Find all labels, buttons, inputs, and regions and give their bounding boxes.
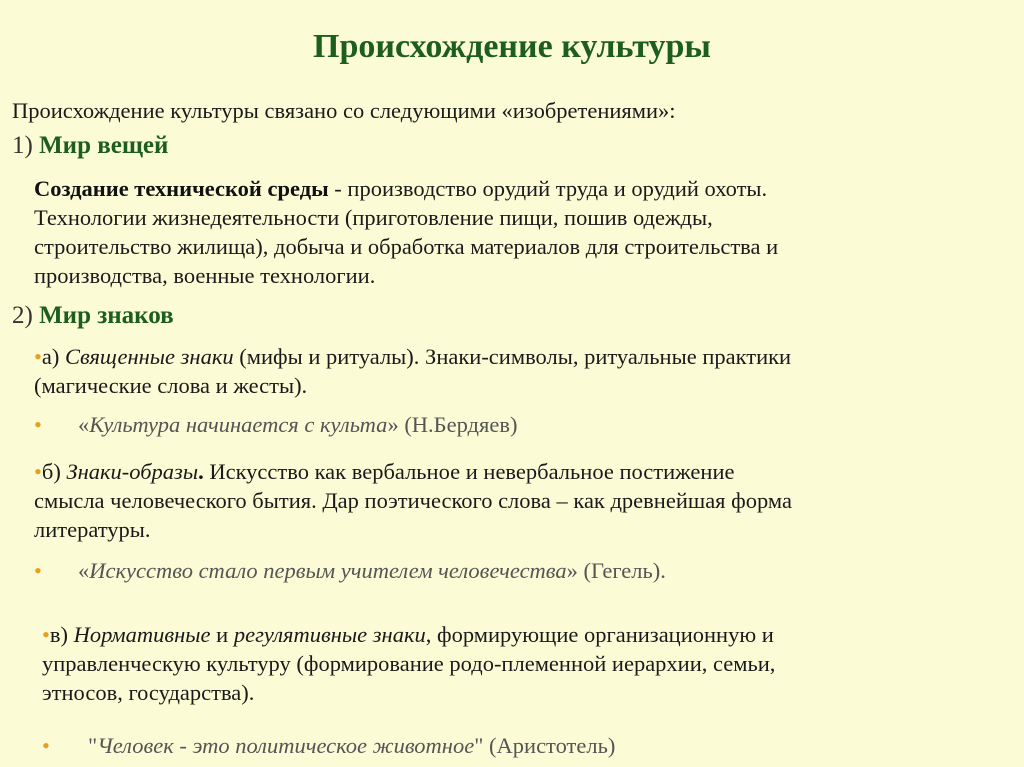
- item-c-paragraph: [42, 620, 775, 707]
- italic-term: Священные знаки: [65, 344, 234, 369]
- bullet-icon: •: [34, 558, 42, 583]
- italic-term: Знаки-образы: [66, 459, 199, 484]
- quote-text: [88, 733, 615, 759]
- section-2-label: Мир знаков: [39, 302, 174, 329]
- paragraph-line: [34, 342, 791, 371]
- slide-title: Происхождение культуры: [313, 28, 711, 65]
- section-1-label: Мир вещей: [39, 132, 169, 159]
- text-span: Искусство как вербальное и невербальное постижение: [203, 459, 735, 484]
- quote-italic: Культура начинается с культа: [89, 412, 388, 437]
- paragraph-line: смысла человеческого бытия. Дар поэтического слова – как древнейшая форма: [34, 488, 792, 513]
- text-span: , формирующие организационную и: [425, 622, 774, 647]
- italic-term: регулятивные знаки: [233, 622, 426, 647]
- section-2-heading: [12, 302, 174, 330]
- quote-italic: Человек - это политическое животное: [97, 733, 475, 758]
- text-span: - производство орудий труда и орудий охоты.: [328, 176, 768, 201]
- bold-term: Создание технической среды: [34, 176, 329, 201]
- text-span: «: [78, 412, 90, 437]
- bullet-icon: •: [34, 459, 42, 484]
- text-span: в): [49, 622, 74, 647]
- quote-author: (Н.Бердяев): [398, 412, 518, 437]
- text-span: ": [88, 733, 98, 758]
- paragraph-line: этносов, государства).: [42, 680, 255, 705]
- paragraph-line: (магические слова и жесты).: [34, 373, 308, 398]
- quote-text: [78, 412, 517, 438]
- text-span: а): [41, 344, 65, 369]
- paragraph-line: Технологии жизнедеятельности (приготовление пищи, пошив одежды,: [34, 205, 713, 230]
- text-span: «: [78, 558, 90, 583]
- section-1-paragraph: [34, 174, 778, 290]
- quote-italic: Искусство стало первым учителем человечества: [89, 558, 567, 583]
- paragraph-line: управленческую культуру (формирование родо-племенной иерархии, семьи,: [42, 651, 776, 676]
- quote-author: (Аристотель): [483, 733, 616, 758]
- text-span: .: [198, 459, 204, 484]
- item-a-paragraph: [34, 342, 791, 400]
- item-b-paragraph: [34, 457, 792, 544]
- paragraph-line: строительство жилища), добыча и обработка материалов для строительства и: [34, 234, 779, 259]
- text-span: и: [210, 622, 234, 647]
- paragraph-line: [34, 457, 792, 486]
- intro-text: Происхождение культуры связано со следующими «изобретениями»:: [12, 98, 676, 123]
- section-1-heading: [12, 132, 168, 160]
- paragraph-line: литературы.: [34, 517, 151, 542]
- paragraph-line: производства, военные технологии.: [34, 263, 376, 288]
- text-span: »: [566, 558, 578, 583]
- bullet-icon: •: [42, 733, 50, 758]
- text-span: »: [387, 412, 399, 437]
- text-span: б): [41, 459, 67, 484]
- bullet-icon: •: [34, 412, 42, 437]
- quote-author: (Гегель).: [577, 558, 666, 583]
- text-span: ": [474, 733, 484, 758]
- bullet-icon: •: [34, 344, 42, 369]
- text-span: (мифы и ритуалы). Знаки-символы, ритуальные практики: [233, 344, 792, 369]
- section-1-number: 1): [12, 132, 33, 159]
- bullet-icon: •: [42, 622, 50, 647]
- section-2-number: 2): [12, 302, 33, 329]
- italic-term: Нормативные: [73, 622, 211, 647]
- paragraph-line: [42, 620, 775, 649]
- paragraph-line: [34, 174, 778, 203]
- quote-text: [78, 558, 666, 584]
